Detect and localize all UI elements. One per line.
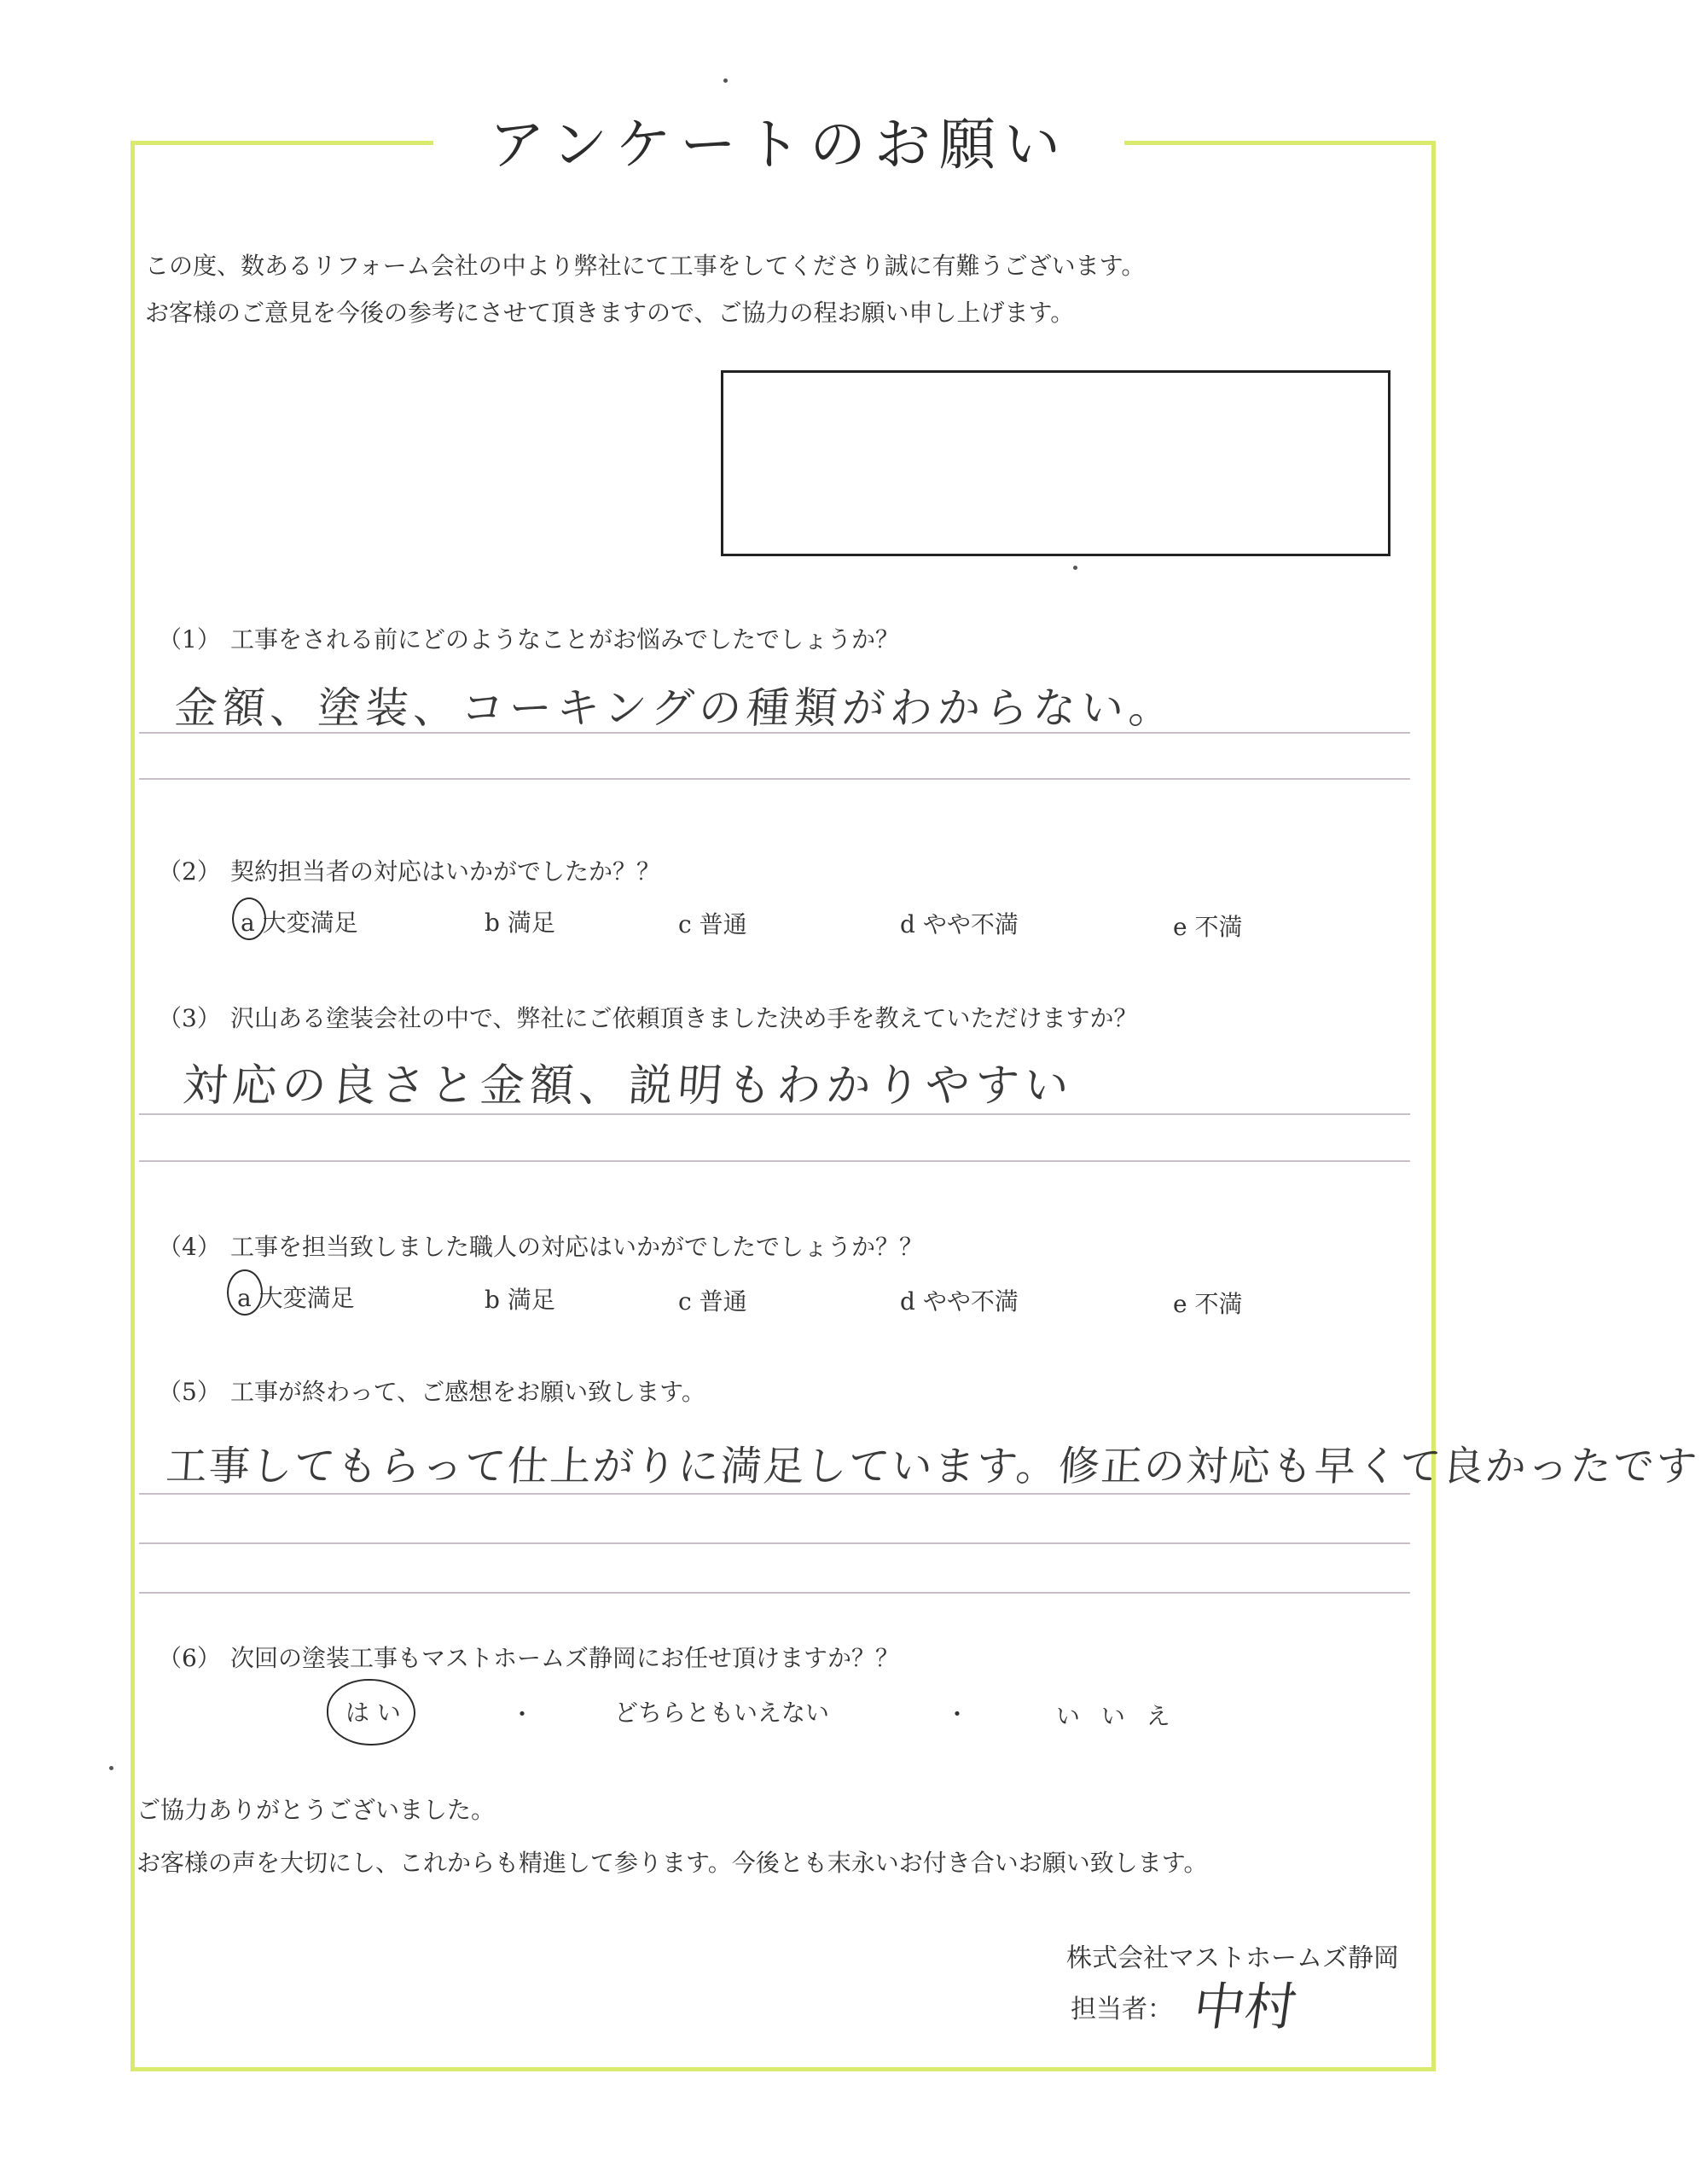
q2-option-e: e 不満 — [1173, 913, 1243, 941]
staff-label: 担当者： — [1071, 1995, 1173, 2024]
question-3-number: （3） — [158, 1004, 221, 1032]
question-4-text: 工事を担当致しました職人の対応はいかがでしたでしょうか？？ — [230, 1233, 924, 1261]
q4-option-d: d やや不満 — [900, 1287, 1019, 1316]
question-3 — [158, 1000, 1137, 1034]
q6-option-neutral: どちらともいえない — [614, 1699, 830, 1727]
question-1-number: （1） — [158, 625, 221, 653]
intro-line-1: この度、数あるリフォーム会社の中より弊社にて工事をしてくださり誠に有難うございます。 — [145, 252, 1146, 280]
intro-line-2: お客様のご意見を今後の参考にさせて頂きますので、ご協力の程お願い申し上げます。 — [145, 299, 1075, 327]
q2-selected-circle — [232, 897, 266, 940]
q2-option-a: a 大変満足 — [241, 909, 358, 937]
question-1 — [158, 621, 899, 655]
q6-selected-circle — [327, 1679, 415, 1745]
answer-5-rule-1 — [139, 1493, 1410, 1495]
title-block — [433, 107, 1124, 183]
answer-3-rule-1 — [139, 1113, 1410, 1115]
answer-5: 工事してもらって仕上がりに満足しています。修正の対応も早くて良かったです — [164, 1443, 1700, 1490]
question-4 — [158, 1228, 923, 1263]
q2-option-b: b 満足 — [485, 909, 555, 937]
answer-1: 金額、塗装、コーキングの種類がわからない。 — [172, 683, 1179, 733]
answer-3-rule-2 — [139, 1160, 1410, 1162]
answer-3: 対応の良さと金額、説明もわかりやすい — [181, 1060, 1076, 1112]
q2-option-d: d やや不満 — [900, 910, 1019, 938]
answer-1-rule-1 — [139, 732, 1410, 734]
question-5-number: （5） — [158, 1378, 221, 1406]
question-3-text: 沢山ある塗装会社の中で、弊社にご依頼頂きました決め手を教えていただけますか？ — [230, 1004, 1138, 1032]
q4-option-a: a 大変満足 — [237, 1284, 355, 1312]
q6-separator-2: ・ — [945, 1700, 970, 1728]
speck-left — [109, 1766, 113, 1770]
q4-option-c: c 普通 — [678, 1287, 747, 1316]
question-6-text: 次回の塗装工事もマストホームズ静岡にお任せ頂けますか？？ — [230, 1644, 900, 1672]
question-6-number: （6） — [158, 1644, 221, 1672]
question-5 — [158, 1374, 705, 1408]
question-2-text: 契約担当者の対応はいかがでしたか？？ — [230, 857, 661, 886]
q6-separator-1: ・ — [510, 1700, 535, 1728]
customer-info-box — [721, 370, 1390, 556]
answer-1-rule-2 — [139, 778, 1410, 780]
answer-5-rule-2 — [139, 1542, 1410, 1544]
q4-option-e: e 不満 — [1173, 1290, 1243, 1318]
q4-option-b: b 満足 — [485, 1286, 555, 1314]
q6-option-yes: は い — [345, 1699, 401, 1727]
question-1-text: 工事をされる前にどのようなことがお悩みでしたでしょうか？ — [230, 625, 900, 653]
company-name: 株式会社マストホームズ静岡 — [1066, 1943, 1399, 1973]
question-2-number: （2） — [158, 857, 221, 886]
closing-line-2: お客様の声を大切にし、これからも精進して参ります。今後とも末永いお付き合いお願い致します。 — [136, 1849, 1208, 1877]
question-6 — [158, 1640, 899, 1674]
q4-selected-circle — [227, 1269, 263, 1316]
question-5-text: 工事が終わって、ご感想をお願い致します。 — [230, 1378, 705, 1406]
staff-name-signature: 中村 — [1189, 1978, 1301, 2037]
closing-line-1: ご協力ありがとうございました。 — [136, 1796, 496, 1824]
page-title: アンケートのお願い — [488, 112, 1070, 177]
question-4-number: （4） — [158, 1233, 221, 1261]
speck-top — [723, 78, 728, 83]
q2-option-c: c 普通 — [678, 910, 747, 938]
q6-option-no: い い え — [1056, 1702, 1177, 1730]
question-2 — [158, 853, 660, 887]
answer-5-rule-3 — [139, 1592, 1410, 1594]
